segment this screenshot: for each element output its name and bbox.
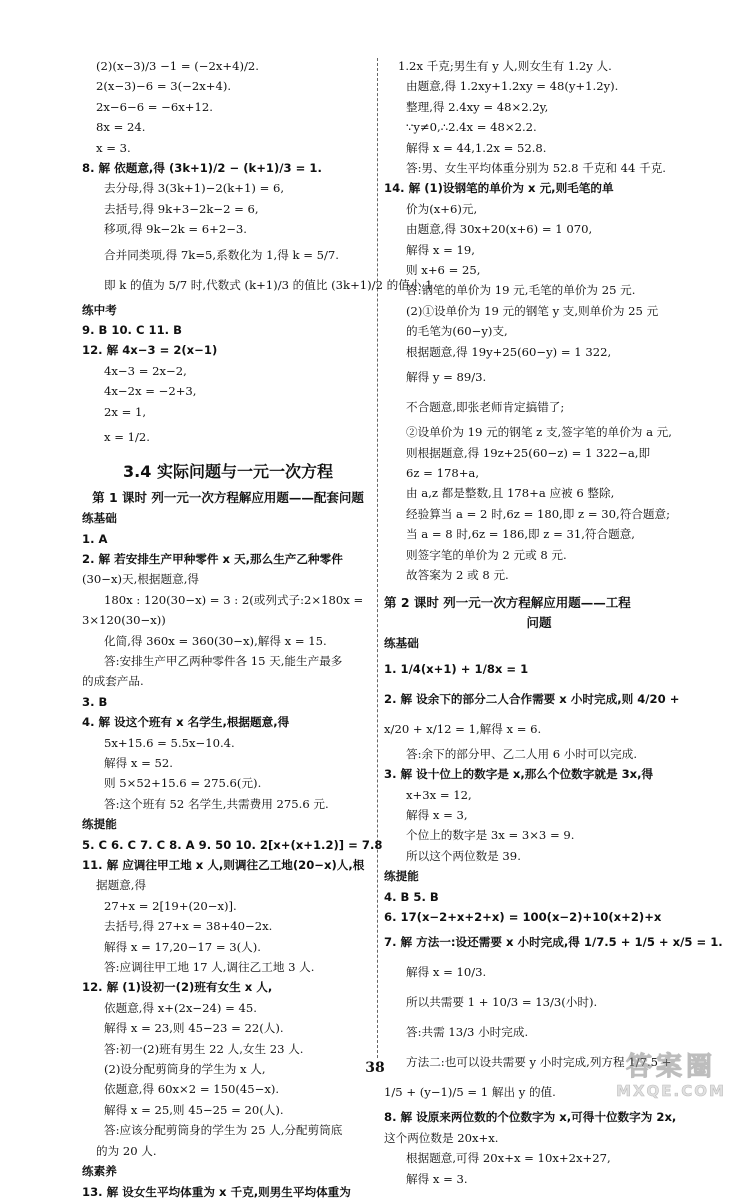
watermark-logo	[596, 1052, 746, 1104]
text-line: 2x−6−6 = −6x+12.	[96, 99, 213, 114]
text-line: 则 5×52+15.6 = 275.6(元).	[104, 776, 262, 791]
text-line: 所以这个两位数是 39.	[406, 848, 521, 863]
text-line: 的为 20 人.	[96, 1143, 157, 1158]
text-line: 答:余下的部分甲、乙二人用 6 小时可以完成.	[406, 746, 638, 761]
text-line: 经验算当 a = 2 时,6z = 180,即 z = 30,符合题意;	[406, 506, 670, 521]
text-line: 解得 x = 52.	[104, 755, 173, 770]
text-line: 解得 x = 19,	[406, 242, 475, 257]
text-line: 答:初一(2)班有男生 22 人,女生 23 人.	[104, 1041, 304, 1056]
text-line: ∵y≠0,∴2.4x = 48×2.2.	[406, 120, 537, 135]
text-line: x+3x = 12,	[406, 787, 472, 802]
text-line: 故答案为 2 或 8 元.	[406, 567, 509, 582]
problem-4: 4. 解 设这个班有 x 名学生,根据题意,得	[82, 715, 290, 730]
answer-6: 6. 17(x−2+x+2+x) = 100(x−2)+10(x+2)+x	[384, 910, 662, 924]
section-title: 3.4 实际问题与一元一次方程	[123, 462, 333, 482]
text-line: 2x = 1,	[104, 404, 147, 419]
text-line: 整理,得 2.4xy = 48×2.2y,	[406, 99, 549, 114]
problem-11: 11. 解 应调往甲工地 x 人,则调往乙工地(20−x)人,根	[82, 858, 365, 872]
text-line: 移项,得 9k−2k = 6+2−3.	[104, 222, 247, 237]
lesson-2-title-cont: 问题	[526, 615, 552, 631]
problem-12b: 12. 解 (1)设初一(2)班有女生 x 人,	[82, 980, 273, 995]
text-line: 1/5 + (y−1)/5 = 1 解出 y 的值.	[384, 1085, 556, 1100]
practice-heading: 练素养	[82, 1164, 117, 1179]
text-line: 则 x+6 = 25,	[406, 263, 481, 278]
practice-heading: 练基础	[384, 636, 419, 651]
text-line: 即 k 的值为 5/7 时,代数式 (k+1)/3 的值比 (3k+1)/2 的值小 1.	[104, 277, 437, 292]
text-line: (30−x)天,根据题意,得	[82, 572, 199, 587]
text-line: 由题意,得 1.2xy+1.2xy = 48(y+1.2y).	[406, 79, 619, 94]
text-line: x = 3.	[96, 140, 131, 155]
problem-7: 7. 解 方法一:设还需要 x 小时完成,得 1/7.5 + 1/5 + x/5 = 1.	[384, 935, 723, 950]
column-divider	[377, 58, 378, 1058]
text-line: 则签字笔的单价为 2 元或 8 元.	[406, 547, 567, 562]
practice-heading: 练提能	[384, 869, 419, 884]
text-line: (2)设分配剪筒身的学生为 x 人,	[104, 1062, 266, 1077]
text-line: 答:钢笔的单价为 19 元,毛笔的单价为 25 元.	[406, 283, 636, 298]
text-line: (2)①设单价为 19 元的钢笔 y 支,则单价为 25 元	[406, 303, 659, 318]
problem-14: 14. 解 (1)设钢笔的单价为 x 元,则毛笔的单	[384, 181, 614, 196]
answers-9-11: 9. B 10. C 11. B	[82, 323, 182, 338]
text-line: 当 a = 8 时,6z = 186,即 z = 31,符合题意,	[406, 527, 635, 542]
text-line: 4x−3 = 2x−2,	[104, 363, 187, 378]
problem-2: 2. 解 设余下的部分二人合作需要 x 小时完成,则 4/20 +	[384, 691, 680, 706]
text-line: 依题意,得 60x×2 = 150(45−x).	[104, 1082, 280, 1097]
text-line: ②设单价为 19 元的钢笔 z 支,签字笔的单价为 a 元,	[406, 425, 672, 440]
text-line: (2)(x−3)/3 −1 = (−2x+4)/2.	[96, 59, 259, 73]
answers-5-10: 5. C 6. C 7. C 8. A 9. 50 10. 2[x+(x+1.2)] = 7.8	[82, 837, 383, 852]
answer-1: 1. 1/4(x+1) + 1/8x = 1	[384, 661, 529, 676]
problem-3: 3. 解 设十位上的数字是 x,那么个位数字就是 3x,得	[384, 767, 654, 782]
lesson-2-title: 第 2 课时 列一元一次方程解应用题——工程	[384, 595, 631, 611]
text-line: 5x+15.6 = 5.5x−10.4.	[104, 735, 235, 750]
text-line: 合并同类项,得 7k=5,系数化为 1,得 k = 5/7.	[104, 247, 339, 262]
text-line: 答:应调往甲工地 17 人,调往乙工地 3 人.	[104, 960, 315, 975]
practice-heading: 练基础	[82, 511, 117, 526]
text-line: 去括号,得 9k+3−2k−2 = 6,	[104, 201, 259, 216]
text-line: 2(x−3)−6 = 3(−2x+4).	[96, 79, 232, 94]
text-line: 3×120(30−x))	[82, 613, 166, 628]
watermark-url: MXQE.COM	[616, 1082, 726, 1100]
text-line: 答:这个班有 52 名学生,共需费用 275.6 元.	[104, 796, 329, 811]
text-line: 个位上的数字是 3x = 3×3 = 9.	[406, 828, 575, 843]
text-line: 1.2x 千克;男生有 y 人,则女生有 1.2y 人.	[398, 59, 612, 73]
text-line: 解得 x = 3.	[406, 1171, 468, 1186]
text-line: 根据题意,得 19y+25(60−y) = 1 322,	[406, 344, 612, 359]
text-line: 不合题意,即张老师肯定搞错了;	[406, 400, 565, 415]
text-line: 解得 x = 10/3.	[406, 965, 487, 980]
text-line: 180x : 120(30−x) = 3 : 2(或列式子:2×180x =	[104, 592, 364, 607]
text-line: 的毛笔为(60−y)支,	[406, 324, 508, 339]
text-line: 解得 x = 23,则 45−23 = 22(人).	[104, 1021, 284, 1036]
text-line: 所以共需要 1 + 10/3 = 13/3(小时).	[406, 995, 598, 1010]
practice-heading: 练提能	[82, 817, 117, 832]
text-line: 8x = 24.	[96, 120, 146, 135]
text-line: 解得 x = 17,20−17 = 3(人).	[104, 939, 261, 954]
text-line: 去分母,得 3(3k+1)−2(k+1) = 6,	[104, 181, 285, 196]
text-line: x/20 + x/12 = 1,解得 x = 6.	[384, 721, 542, 736]
answer-3: 3. B	[82, 694, 108, 709]
text-line: 则根据题意,得 19z+25(60−z) = 1 322−a,即	[406, 445, 651, 460]
answers-4-5: 4. B 5. B	[384, 889, 439, 904]
problem-8: 8. 解 设原来两位数的个位数字为 x,可得十位数字为 2x,	[384, 1110, 677, 1125]
text-line: 答:男、女生平均体重分别为 52.8 千克和 44 千克.	[406, 161, 666, 176]
problem-8: 8. 解 依题意,得 (3k+1)/2 − (k+1)/3 = 1.	[82, 161, 322, 176]
lesson-1-title: 第 1 课时 列一元一次方程解应用题——配套问题	[92, 490, 364, 506]
text-line: 由 a,z 都是整数,且 178+a 应被 6 整除,	[406, 486, 615, 501]
right-column	[384, 56, 723, 1189]
text-line: 价为(x+6)元,	[406, 201, 478, 216]
text-line: 的成套产品.	[82, 674, 144, 689]
text-line: 依题意,得 x+(2x−24) = 45.	[104, 1000, 257, 1015]
text-line: 解得 x = 44,1.2x = 52.8.	[406, 140, 547, 155]
text-line: 化简,得 360x = 360(30−x),解得 x = 15.	[104, 633, 327, 648]
text-line: 解得 x = 25,则 45−25 = 20(人).	[104, 1102, 284, 1117]
practice-heading: 练中考	[82, 302, 117, 317]
text-line: 根据题意,可得 20x+x = 10x+2x+27,	[406, 1151, 611, 1166]
answer-1: 1. A	[82, 531, 108, 546]
text-line: x = 1/2.	[104, 430, 150, 445]
text-line: 方法二:也可以设共需要 y 小时完成,列方程 1/7.5 +	[406, 1055, 672, 1070]
watermark-text: 答案圈	[625, 1052, 716, 1082]
text-line: 6z = 178+a,	[406, 465, 480, 480]
text-line: 据题意,得	[96, 878, 147, 893]
text-line: 答:应该分配剪筒身的学生为 25 人,分配剪筒底	[104, 1123, 343, 1138]
text-line: 答:共需 13/3 小时完成.	[406, 1025, 529, 1040]
text-line: 去括号,得 27+x = 38+40−2x.	[104, 919, 273, 934]
text-line: 4x−2x = −2+3,	[104, 384, 197, 399]
text-line: 解得 x = 3,	[406, 807, 468, 822]
text-line: 由题意,得 30x+20(x+6) = 1 070,	[406, 222, 593, 237]
problem-12: 12. 解 4x−3 = 2(x−1)	[82, 343, 218, 358]
page-number: 38	[365, 1060, 385, 1076]
problem-2: 2. 解 若安排生产甲种零件 x 天,那么生产乙种零件	[82, 551, 343, 566]
text-line: 这个两位数是 20x+x.	[384, 1130, 499, 1145]
text-line: 解得 y = 89/3.	[406, 370, 487, 385]
text-line: 27+x = 2[19+(20−x)].	[104, 898, 237, 913]
text-line: 答:安排生产甲乙两种零件各 15 天,能生产最多	[104, 653, 343, 668]
problem-13: 13. 解 设女生平均体重为 x 千克,则男生平均体重为	[82, 1184, 351, 1199]
